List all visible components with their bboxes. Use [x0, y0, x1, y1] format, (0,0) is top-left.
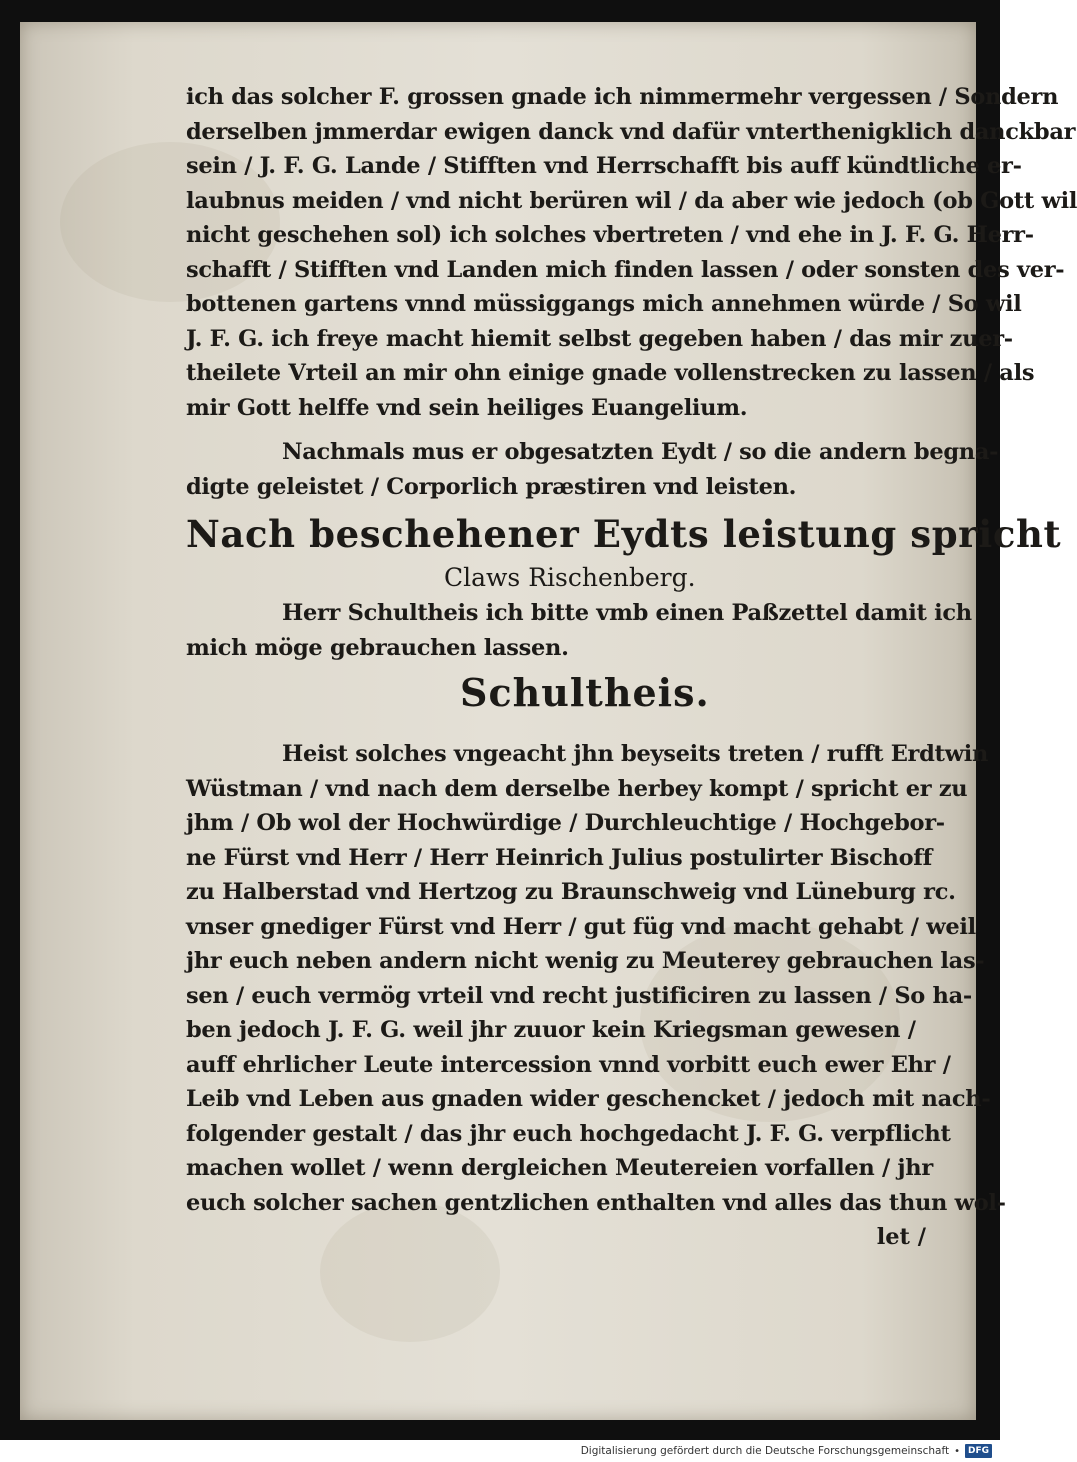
footer-bar	[0, 1440, 1000, 1462]
text-line: derselben jmmerdar ewigen danck vnd dafür vnterthenigklich danckbar	[186, 118, 1076, 145]
text-line: zu Halberstad vnd Hertzog zu Braunschweig vnd Lüneburg rc.	[186, 879, 956, 905]
text-line: ben jedoch J. F. G. weil jhr zuuor kein Kriegsman gewesen /	[186, 1017, 916, 1043]
paragraph-nachmals	[186, 435, 999, 504]
text-line: J. F. G. ich freye macht hiemit selbst gegeben haben / das mir zuer-	[186, 325, 1013, 352]
text-line: euch solcher sachen gentzlichen enthalten vnd alles das thun wol-	[186, 1189, 1006, 1216]
text-line: Herr Schultheis ich bitte vmb einen Paßzettel damit ich	[282, 600, 972, 626]
text-line: ne Fürst vnd Herr / Herr Heinrich Julius postulirter Bischoff	[186, 844, 933, 871]
text-line: Leib vnd Leben aus gnaden wider geschencket / jedoch mit nach-	[186, 1086, 991, 1112]
text-line: sein / J. F. G. Lande / Stifften vnd Herrschafft bis auff kündtliche er-	[186, 153, 1022, 179]
text-line: folgender gestalt / das jhr euch hochgedacht J. F. G. verpflicht	[186, 1120, 951, 1147]
text-line: ich das solcher F. grossen gnade ich nimmermehr vergessen / Sondern	[186, 84, 1059, 110]
dfg-logo-icon: DFG	[965, 1444, 992, 1458]
footer-separator: •	[954, 1445, 960, 1457]
text-line: Nachmals mus er obgesatzten Eydt / so die andern begna-	[282, 439, 999, 465]
section-heading: Nach beschehener Eydts leistung spricht	[186, 512, 1062, 556]
text-line: nicht geschehen sol) ich solches vbertreten / vnd ehe in J. F. G. Herr-	[186, 222, 1034, 248]
paragraph-request	[186, 596, 972, 665]
text-line: vnser gnediger Fürst vnd Herr / gut füg vnd macht gehabt / weil	[186, 913, 976, 940]
text-line: jhr euch neben andern nicht wenig zu Meuterey gebrauchen las-	[186, 948, 985, 974]
heading-speaker-name: Claws Rischenberg.	[444, 563, 696, 592]
text-line: machen wollet / wenn dergleichen Meutereien vorfallen / jhr	[186, 1155, 933, 1181]
text-line: bottenen gartens vnnd müssiggangs mich annehmen würde / So wil	[186, 291, 1022, 317]
speaker-heading: Schultheis.	[460, 670, 710, 715]
text-line: mir Gott helffe vnd sein heiliges Euangelium.	[186, 394, 748, 421]
text-line: Heist solches vngeacht jhn beyseits treten / rufft Erdtwin	[282, 741, 989, 767]
text-line: Wüstman / vnd nach dem derselbe herbey kompt / spricht er zu	[186, 775, 968, 802]
catchword: let /	[876, 1224, 926, 1250]
paragraph-oath-end	[186, 80, 1077, 425]
text-line: auff ehrlicher Leute intercession vnnd vorbitt euch ewer Ehr /	[186, 1051, 951, 1078]
text-line: digte geleistet / Corporlich præstiren vnd leisten.	[186, 473, 797, 500]
text-line: laubnus meiden / vnd nicht berüren wil / da aber wie jedoch (ob Gott wil	[186, 187, 1077, 214]
funding-credit: Digitalisierung gefördert durch die Deutsche Forschungsgemeinschaft	[580, 1445, 950, 1457]
text-line: theilete Vrteil an mir ohn einige gnade vollenstrecken zu lassen / als	[186, 360, 1035, 386]
text-line: schafft / Stifften vnd Landen mich finden lassen / oder sonsten des ver-	[186, 256, 1065, 283]
text-line: mich möge gebrauchen lassen.	[186, 634, 569, 661]
paragraph-main	[186, 737, 1006, 1220]
text-line: sen / euch vermög vrteil vnd recht justificiren zu lassen / So ha-	[186, 982, 972, 1009]
page-text	[186, 80, 1077, 1254]
text-line: jhm / Ob wol der Hochwürdige / Durchleuchtige / Hochgebor-	[186, 810, 945, 836]
